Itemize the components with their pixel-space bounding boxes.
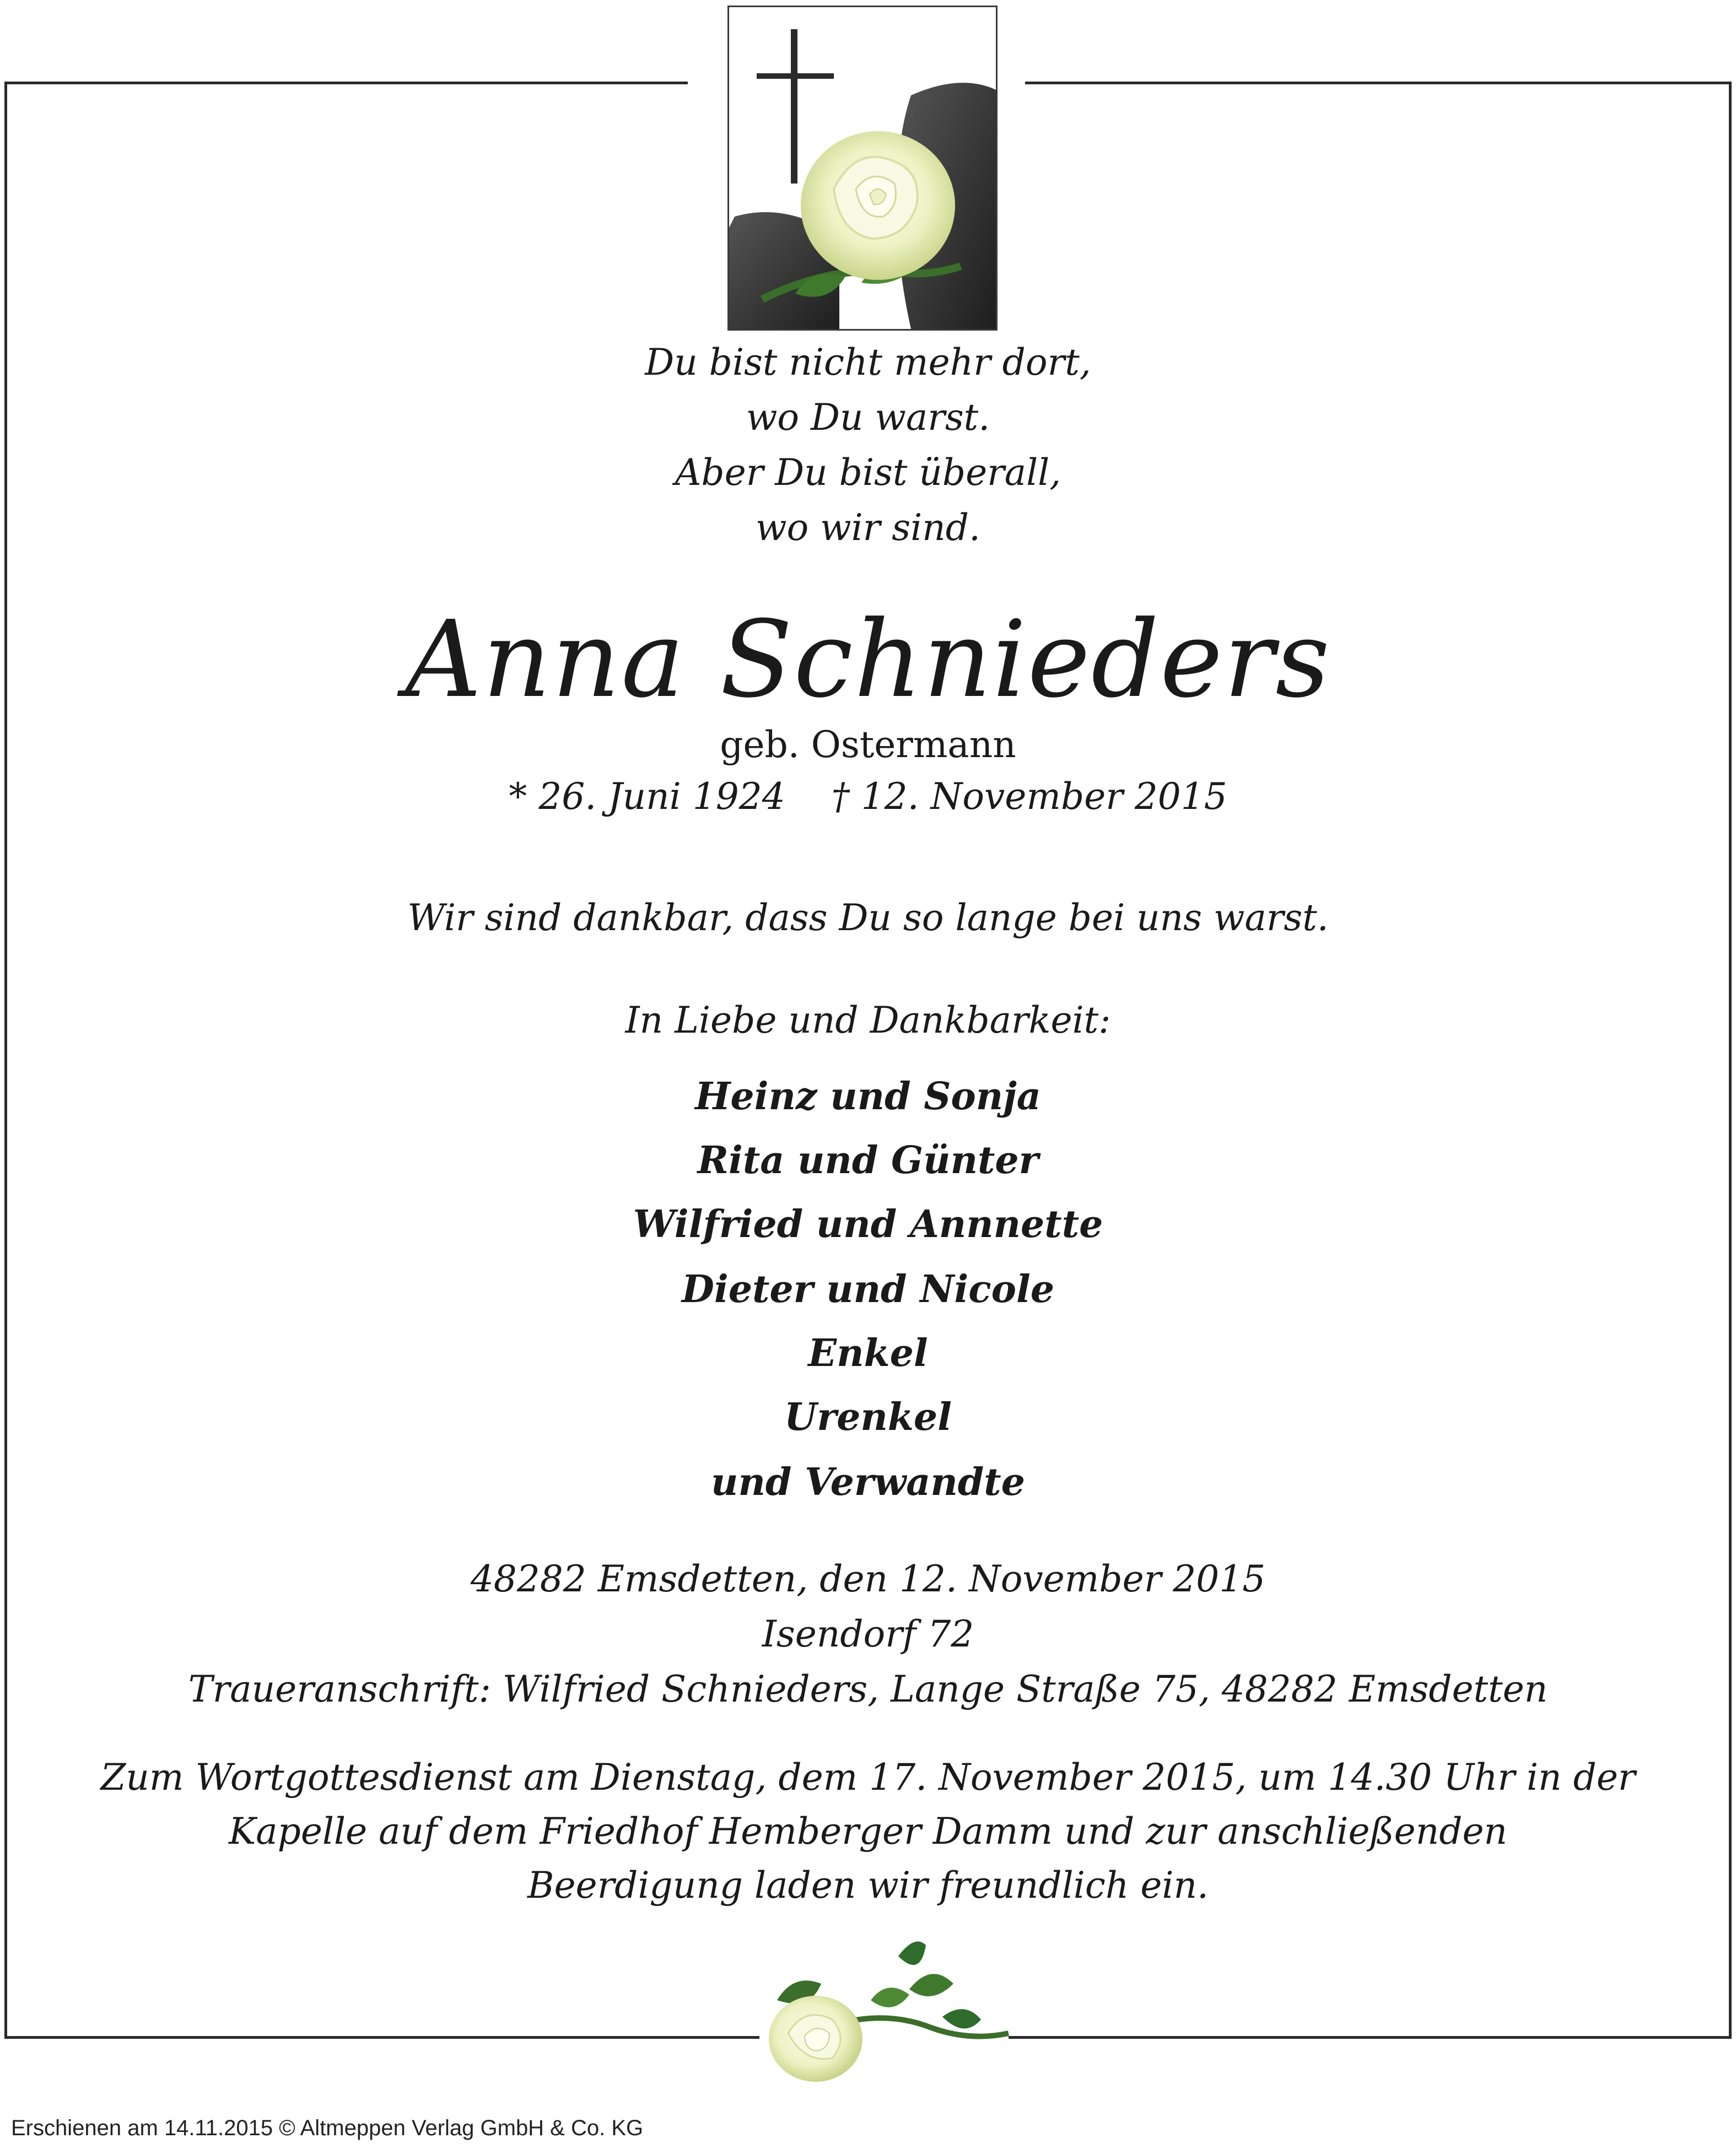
- address-line: 48282 Emsdetten, den 12. November 2015: [470, 1558, 1266, 1600]
- poem-line: wo wir sind.: [755, 506, 981, 549]
- deceased-name: Anna Schnieders: [405, 598, 1331, 721]
- mourner-name: Heinz und Sonja: [695, 1074, 1041, 1119]
- poem-line: wo Du warst.: [746, 396, 990, 439]
- poem-line: Du bist nicht mehr dort,: [645, 341, 1091, 384]
- mourner-name: Wilfried und Annnette: [633, 1202, 1103, 1246]
- mourner-name: Enkel: [808, 1331, 928, 1375]
- publication-footer: Erschienen am 14.11.2015 © Altmeppen Verlag GmbH & Co. KG: [11, 2116, 644, 2140]
- life-dates: * 26. Juni 1924 † 12. November 2015: [509, 775, 1227, 818]
- address-line: Isendorf 72: [762, 1613, 974, 1655]
- maiden-name: geb. Ostermann: [720, 723, 1016, 766]
- service-line: Zum Wortgottesdienst am Dienstag, dem 17. November 2015, um 14.30 Uhr in der: [100, 1756, 1636, 1799]
- intro-line: In Liebe und Dankbarkeit:: [625, 999, 1111, 1041]
- mourner-name: Rita und Günter: [697, 1138, 1039, 1183]
- mourner-name: Dieter und Nicole: [681, 1267, 1055, 1311]
- poem-line: Aber Du bist überall,: [675, 451, 1061, 494]
- frame-top-right: [1025, 82, 1732, 84]
- cross-with-white-rose-icon: [727, 6, 998, 331]
- frame-top-left: [4, 82, 688, 84]
- mourner-name: und Verwandte: [711, 1460, 1025, 1504]
- mourner-name: Urenkel: [784, 1395, 952, 1439]
- service-line: Beerdigung laden wir freundlich ein.: [527, 1864, 1209, 1907]
- frame-bottom-left: [4, 2036, 759, 2039]
- white-rose-icon: [733, 1923, 1020, 2094]
- service-line: Kapelle auf dem Friedhof Hemberger Damm und zur anschließenden: [228, 1810, 1508, 1853]
- address-line: Traueranschrift: Wilfried Schnieders, Lange Straße 75, 48282 Emsdetten: [188, 1668, 1548, 1710]
- frame-bottom-right: [1009, 2036, 1732, 2039]
- thanks-line: Wir sind dankbar, dass Du so lange bei uns warst.: [407, 897, 1329, 939]
